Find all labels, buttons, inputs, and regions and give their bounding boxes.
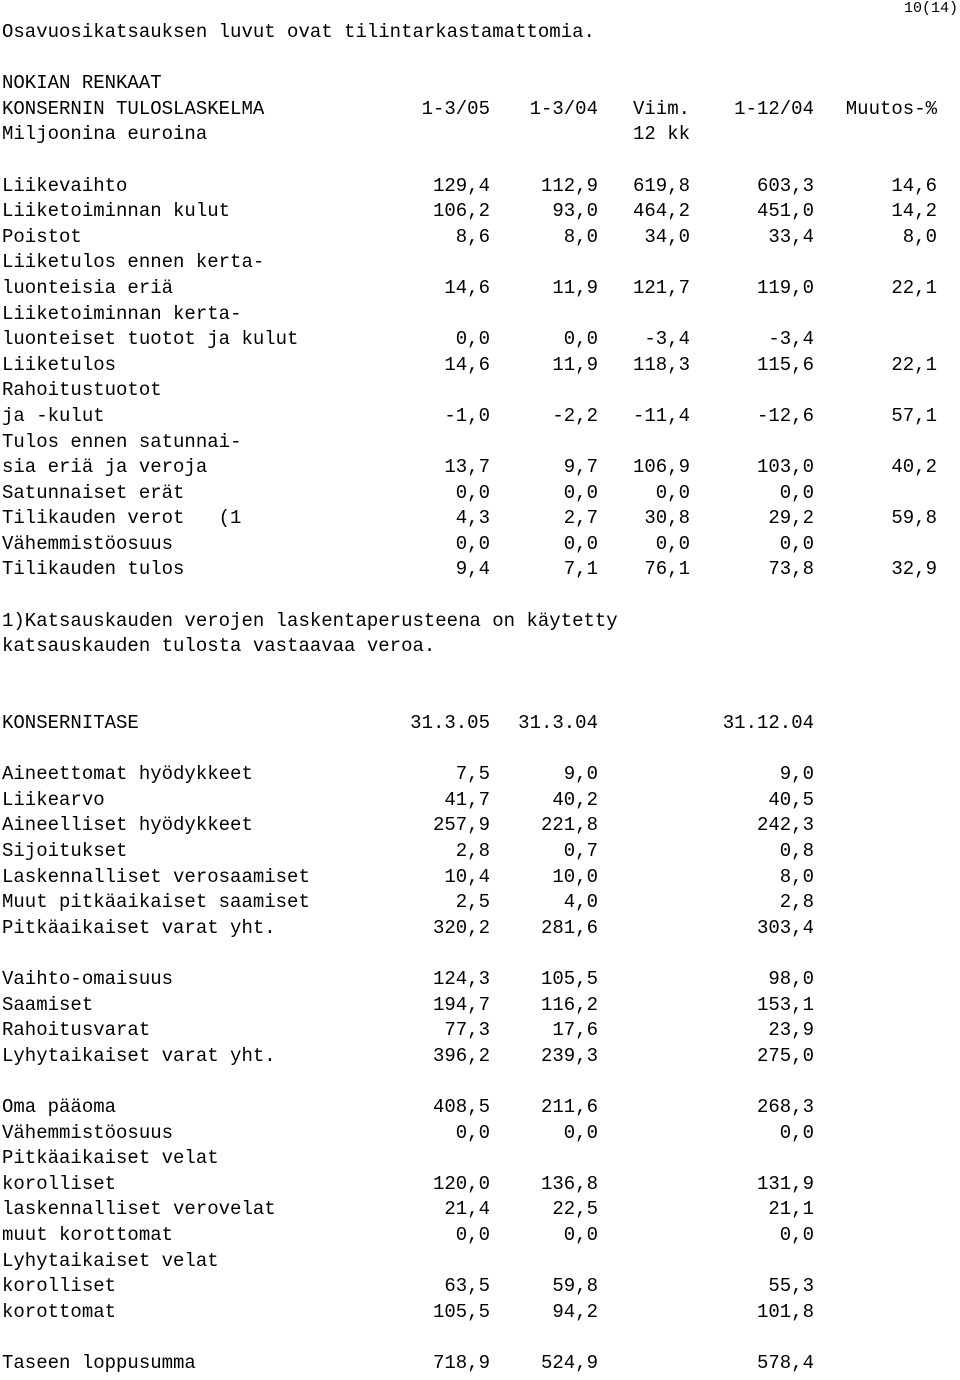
balance-row (2, 890, 957, 916)
row-value (382, 250, 490, 276)
row-value: -3,4 (644, 328, 690, 351)
row-value: 0,0 (563, 1121, 598, 1144)
row-value: 7,1 (563, 558, 598, 581)
row-value: 9,0 (563, 763, 598, 786)
row-value: 211,6 (540, 1095, 598, 1118)
row-value: 9,4 (455, 558, 490, 581)
row-value: 59,8 (552, 1275, 598, 1298)
balance-sheet-table (2, 737, 957, 1377)
row-label: ja -kulut (2, 404, 105, 427)
row-label: Taseen loppusumma (2, 1351, 196, 1374)
row-value: 14,6 (444, 276, 490, 299)
row-value: 14,6 (444, 353, 490, 376)
row-value: 2,5 (455, 891, 490, 914)
row-value: 0,8 (779, 840, 814, 862)
row-value: 40,2 (552, 788, 598, 811)
row-value: 0,0 (455, 328, 490, 351)
row-value (598, 1146, 814, 1172)
income-row (2, 404, 957, 430)
row-label: Lyhytaikaiset varat yht. (2, 1044, 276, 1067)
income-row (2, 225, 957, 251)
row-value: 275,0 (756, 1044, 814, 1067)
row-value: 23,9 (768, 1019, 814, 1042)
row-value: 119,0 (756, 276, 814, 299)
row-value: 0,0 (779, 1121, 814, 1144)
row-value: 464,2 (632, 200, 690, 223)
row-value (814, 378, 937, 404)
row-value (690, 302, 814, 328)
income-col-header: Viim. (632, 97, 690, 120)
row-value (814, 481, 937, 507)
row-label: Oma pääoma (2, 1095, 117, 1118)
row-value: -1,0 (444, 404, 490, 427)
row-label: Vaihto-omaisuus (2, 967, 174, 990)
row-value: 63,5 (444, 1275, 490, 1298)
balance-row (2, 788, 957, 814)
row-value: 34,0 (644, 225, 690, 248)
footnote-text: 1)Katsauskauden verojen laskentaperusteena on käytetty (2, 609, 618, 632)
company-label: NOKIAN RENKAAT (2, 72, 162, 95)
income-row (2, 199, 957, 225)
row-value: 619,8 (632, 174, 690, 197)
income-unit-row (2, 122, 957, 148)
row-label: Aineelliset hyödykkeet (2, 814, 253, 837)
row-value: 2,8 (455, 840, 490, 862)
row-value: 121,7 (632, 276, 690, 299)
balance-row (2, 1249, 957, 1275)
row-value: 0,0 (563, 1223, 598, 1246)
row-value: 8,0 (563, 225, 598, 248)
row-value: 0,0 (779, 532, 814, 555)
row-value: 101,8 (756, 1300, 814, 1323)
balance-row (2, 1351, 957, 1377)
row-label: Muut pitkäaikaiset saamiset (2, 891, 310, 914)
row-label: korolliset (2, 1172, 117, 1195)
row-value: 14,2 (891, 200, 937, 223)
row-value (690, 378, 814, 404)
row-value: 524,9 (540, 1351, 598, 1374)
row-value (382, 430, 490, 456)
row-value: 303,4 (756, 916, 814, 939)
row-value: 0,0 (455, 481, 490, 504)
row-label: Liikevaihto (2, 174, 128, 197)
row-value: -2,2 (552, 404, 598, 427)
row-value: 451,0 (756, 200, 814, 223)
row-value (490, 378, 598, 404)
row-value: 22,5 (552, 1198, 598, 1221)
row-value: 40,2 (891, 456, 937, 479)
row-value: 10,0 (552, 865, 598, 888)
row-value: 30,8 (644, 507, 690, 530)
income-title: KONSERNIN TULOSLASKELMA (2, 97, 265, 120)
row-value (814, 532, 937, 558)
row-value (490, 1146, 598, 1172)
income-row (2, 302, 957, 328)
row-value: 33,4 (768, 225, 814, 248)
balance-row (2, 993, 957, 1019)
row-value: 129,4 (432, 174, 490, 197)
row-value: 14,6 (891, 174, 937, 197)
row-value (690, 430, 814, 456)
balance-row (2, 1121, 957, 1147)
row-value (814, 250, 937, 276)
income-row (2, 276, 957, 302)
row-value: 55,3 (768, 1275, 814, 1298)
row-value (690, 250, 814, 276)
company-name (2, 71, 957, 97)
row-value: 0,0 (563, 328, 598, 351)
income-row (2, 455, 957, 481)
row-value (598, 250, 690, 276)
income-col-header: 1-3/05 (421, 97, 490, 120)
row-label: Tilikauden verot (1 (2, 507, 242, 530)
income-row (2, 532, 957, 558)
income-row (2, 481, 957, 507)
row-label: Liiketulos (2, 353, 117, 376)
income-col-header: 1-12/04 (734, 97, 814, 120)
row-value: 94,2 (552, 1300, 598, 1323)
balance-row (2, 1197, 957, 1223)
row-value: -3,4 (768, 328, 814, 351)
row-value: 320,2 (432, 916, 490, 939)
balance-row (2, 1172, 957, 1198)
row-value: 2,8 (779, 891, 814, 914)
row-value: 136,8 (540, 1172, 598, 1195)
row-value: 105,5 (432, 1300, 490, 1323)
income-row (2, 174, 957, 200)
row-value (490, 250, 598, 276)
row-label: Lyhytaikaiset velat (2, 1249, 219, 1272)
row-value: 32,9 (891, 558, 937, 581)
row-value: 106,9 (632, 456, 690, 479)
balance-row (2, 916, 957, 942)
row-value: 11,9 (552, 353, 598, 376)
row-value: 0,0 (455, 1223, 490, 1246)
balance-row (2, 1223, 957, 1249)
row-value: -12,6 (756, 404, 814, 427)
footnote-text: katsauskauden tulosta vastaavaa veroa. (2, 635, 436, 658)
income-col-header-sub: 12 kk (632, 123, 690, 146)
row-value: 578,4 (756, 1351, 814, 1374)
row-value (598, 1249, 814, 1275)
row-value (382, 1146, 490, 1172)
income-header-row (2, 97, 957, 123)
row-label: Vähemmistöosuus (2, 532, 174, 555)
row-value: 268,3 (756, 1095, 814, 1118)
row-value: 22,1 (891, 276, 937, 299)
row-label: Liiketulos ennen kerta- (2, 251, 265, 274)
row-value: 40,5 (768, 788, 814, 811)
row-value: 0,0 (655, 532, 690, 555)
row-value (382, 378, 490, 404)
balance-row (2, 967, 957, 993)
row-value: 9,7 (563, 456, 598, 479)
row-value: 57,1 (891, 404, 937, 427)
row-label: korolliset (2, 1275, 117, 1298)
row-value: 281,6 (540, 916, 598, 939)
row-value: 118,3 (632, 353, 690, 376)
row-value: 17,6 (552, 1019, 598, 1042)
balance-row (2, 762, 957, 788)
row-label: Pitkäaikaiset velat (2, 1147, 219, 1170)
balance-title: KONSERNITASE (2, 712, 139, 735)
row-label: Liiketoiminnan kulut (2, 200, 231, 223)
income-row (2, 378, 957, 404)
row-label: korottomat (2, 1300, 117, 1323)
row-label: Tilikauden tulos (2, 558, 185, 581)
row-value (598, 430, 690, 456)
income-row (2, 353, 957, 379)
row-value: 4,3 (455, 507, 490, 530)
footnote-line-2 (2, 634, 957, 660)
row-value: 11,9 (552, 276, 598, 299)
row-value: 0,0 (779, 1223, 814, 1246)
row-label: muut korottomat (2, 1223, 174, 1246)
balance-row (2, 813, 957, 839)
row-value (490, 430, 598, 456)
row-label: Saamiset (2, 993, 94, 1016)
row-value: 194,7 (432, 993, 490, 1016)
balance-row (2, 865, 957, 891)
balance-row (2, 1018, 957, 1044)
row-label: luonteisia eriä (2, 276, 174, 299)
row-label: Liikearvo (2, 788, 105, 811)
row-value: 718,9 (432, 1351, 490, 1374)
row-label: laskennalliset verovelat (2, 1198, 276, 1221)
row-label: Satunnaiset erät (2, 481, 185, 504)
row-value (382, 302, 490, 328)
balance-header-row (2, 711, 957, 737)
row-value: 93,0 (552, 200, 598, 223)
balance-col-header: 31.3.04 (518, 712, 598, 735)
row-value: 29,2 (768, 507, 814, 530)
balance-row (2, 1274, 957, 1300)
row-label: Vähemmistöosuus (2, 1121, 174, 1144)
balance-row (2, 839, 957, 865)
row-label: Pitkäaikaiset varat yht. (2, 916, 276, 939)
row-value: 22,1 (891, 353, 937, 376)
row-value (382, 1249, 490, 1275)
row-value: 257,9 (432, 814, 490, 837)
row-value (490, 1249, 598, 1275)
row-value: 13,7 (444, 456, 490, 479)
row-label: luonteiset tuotot ja kulut (2, 328, 299, 351)
row-value: 73,8 (768, 558, 814, 581)
row-value (598, 302, 690, 328)
row-value: 242,3 (756, 814, 814, 837)
row-value: 0,0 (455, 532, 490, 555)
row-value: 131,9 (756, 1172, 814, 1195)
row-value: 9,0 (779, 763, 814, 786)
row-value: 603,3 (756, 174, 814, 197)
row-value: 0,0 (655, 481, 690, 504)
document (2, 0, 957, 1376)
row-value: 8,0 (902, 225, 937, 248)
income-col-header: Muutos-% (845, 97, 937, 120)
row-value: 98,0 (768, 967, 814, 990)
row-value: 396,2 (432, 1044, 490, 1067)
row-value: 7,5 (455, 763, 490, 786)
row-label: Poistot (2, 225, 82, 248)
income-row (2, 250, 957, 276)
row-value: 0,0 (563, 532, 598, 555)
income-row (2, 506, 957, 532)
row-value: 105,5 (540, 967, 598, 990)
income-row (2, 327, 957, 353)
balance-col-header: 31.12.04 (722, 712, 814, 735)
row-label: Laskennalliset verosaamiset (2, 865, 310, 888)
row-value: 0,0 (563, 481, 598, 504)
balance-col-header: 31.3.05 (410, 712, 490, 735)
row-value: 4,0 (563, 891, 598, 914)
row-value: 21,4 (444, 1198, 490, 1221)
row-label: Tulos ennen satunnai- (2, 430, 242, 453)
row-value: 8,6 (455, 225, 490, 248)
page-number: 10(14) (903, 0, 958, 17)
row-value (490, 302, 598, 328)
row-value: 0,7 (563, 840, 598, 862)
row-value: 8,0 (779, 865, 814, 888)
row-label: Liiketoiminnan kerta- (2, 302, 242, 325)
row-value: 408,5 (432, 1095, 490, 1118)
row-value (814, 302, 937, 328)
row-value: 76,1 (644, 558, 690, 581)
row-value: 221,8 (540, 814, 598, 837)
income-statement-table (2, 174, 957, 584)
row-label: Rahoitusvarat (2, 1019, 151, 1042)
income-unit: Miljoonina euroina (2, 123, 208, 146)
row-value: 153,1 (756, 993, 814, 1016)
balance-row (2, 1300, 957, 1326)
row-value: 239,3 (540, 1044, 598, 1067)
row-label: Aineettomat hyödykkeet (2, 763, 253, 786)
row-value: 21,1 (768, 1198, 814, 1221)
balance-row (2, 1146, 957, 1172)
row-value: 0,0 (455, 1121, 490, 1144)
row-value: 120,0 (432, 1172, 490, 1195)
row-value: 0,0 (779, 481, 814, 504)
row-value: 106,2 (432, 200, 490, 223)
row-value: 112,9 (540, 174, 598, 197)
intro-label: Osavuosikatsauksen luvut ovat tilintarkastamattomia. (2, 21, 595, 43)
row-value (814, 430, 937, 456)
income-row (2, 557, 957, 583)
row-label: Rahoitustuotot (2, 379, 162, 402)
income-col-header: 1-3/04 (529, 97, 598, 120)
row-value (598, 378, 690, 404)
row-value: 103,0 (756, 456, 814, 479)
row-label: sia eriä ja veroja (2, 456, 208, 479)
row-value: 115,6 (756, 353, 814, 376)
row-value: 77,3 (444, 1019, 490, 1042)
row-label: Sijoitukset (2, 840, 128, 862)
row-value: 59,8 (891, 507, 937, 530)
row-value: 116,2 (540, 993, 598, 1016)
row-value: -11,4 (632, 404, 690, 427)
row-value: 124,3 (432, 967, 490, 990)
footnote-line-1 (2, 609, 957, 635)
row-value: 41,7 (444, 788, 490, 811)
row-value: 10,4 (444, 865, 490, 888)
intro-text (2, 20, 957, 46)
row-value: 2,7 (563, 507, 598, 530)
income-row (2, 430, 957, 456)
balance-row (2, 1095, 957, 1121)
row-value (814, 327, 937, 353)
balance-row (2, 1044, 957, 1070)
